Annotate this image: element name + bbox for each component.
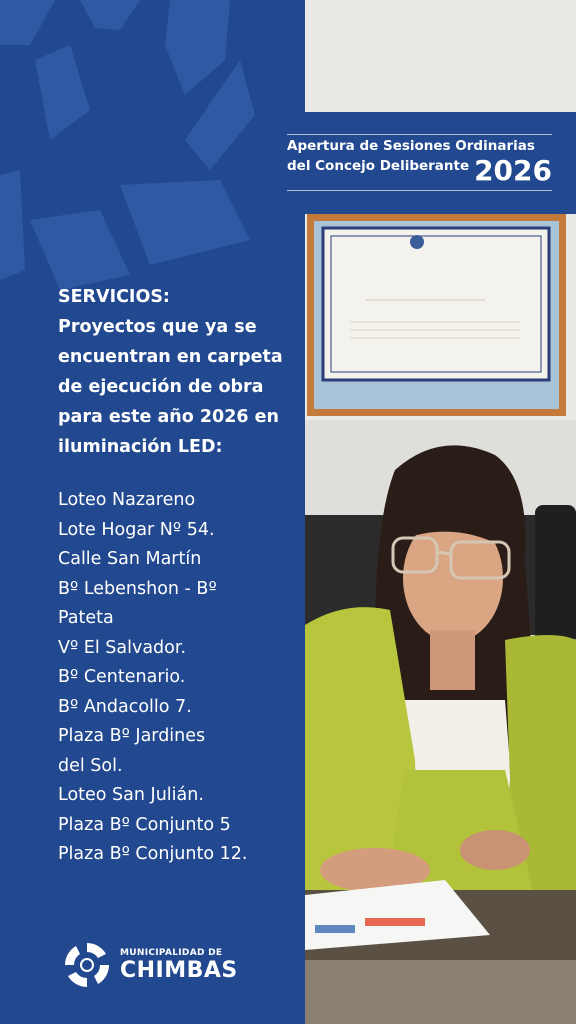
logo-name: CHIMBAS: [120, 957, 238, 983]
heading-line: de ejecución de obra: [58, 377, 264, 397]
list-item: Bº Andacollo 7.: [58, 696, 192, 717]
decorative-pattern: [0, 0, 305, 300]
list-item: Plaza Bº Conjunto 12.: [58, 844, 248, 864]
heading-line: iluminación LED:: [58, 437, 223, 457]
list-item: Pateta: [58, 608, 114, 628]
title-line-1: Apertura de Sesiones Ordinarias: [287, 138, 535, 154]
list-item: Vº El Salvador.: [58, 637, 187, 658]
heading-line: Proyectos que ya se: [58, 317, 257, 337]
title-line-2: del Concejo Deliberante: [287, 158, 470, 174]
divider: [287, 190, 552, 191]
logo-text: [120, 949, 238, 982]
list-item: Lote Hogar Nº 54.: [58, 519, 215, 540]
list-item: Calle San Martín: [58, 549, 202, 569]
list-item: Bº Lebenshon - Bº: [58, 578, 217, 599]
list-item: Plaza Bº Jardines: [58, 726, 206, 746]
divider: [287, 134, 552, 135]
title-year: 2026: [474, 154, 552, 187]
list-item: Bº Centenario.: [58, 667, 186, 687]
chimbas-logo-icon: [62, 940, 112, 990]
heading-line: encuentran en carpeta: [58, 347, 283, 367]
heading-line: para este año 2026 en: [58, 407, 279, 427]
logo-subtitle: MUNICIPALIDAD DE: [120, 947, 223, 958]
title-band: [275, 112, 576, 214]
services-list: [58, 486, 298, 870]
heading-line: SERVICIOS:: [58, 287, 170, 307]
list-item: Loteo Nazareno: [58, 490, 196, 510]
list-item: del Sol.: [58, 755, 123, 776]
list-item: Plaza Bº Conjunto 5: [58, 814, 231, 835]
municipality-logo: [62, 940, 238, 990]
list-item: Loteo San Julián.: [58, 785, 204, 805]
services-heading: [58, 282, 298, 462]
